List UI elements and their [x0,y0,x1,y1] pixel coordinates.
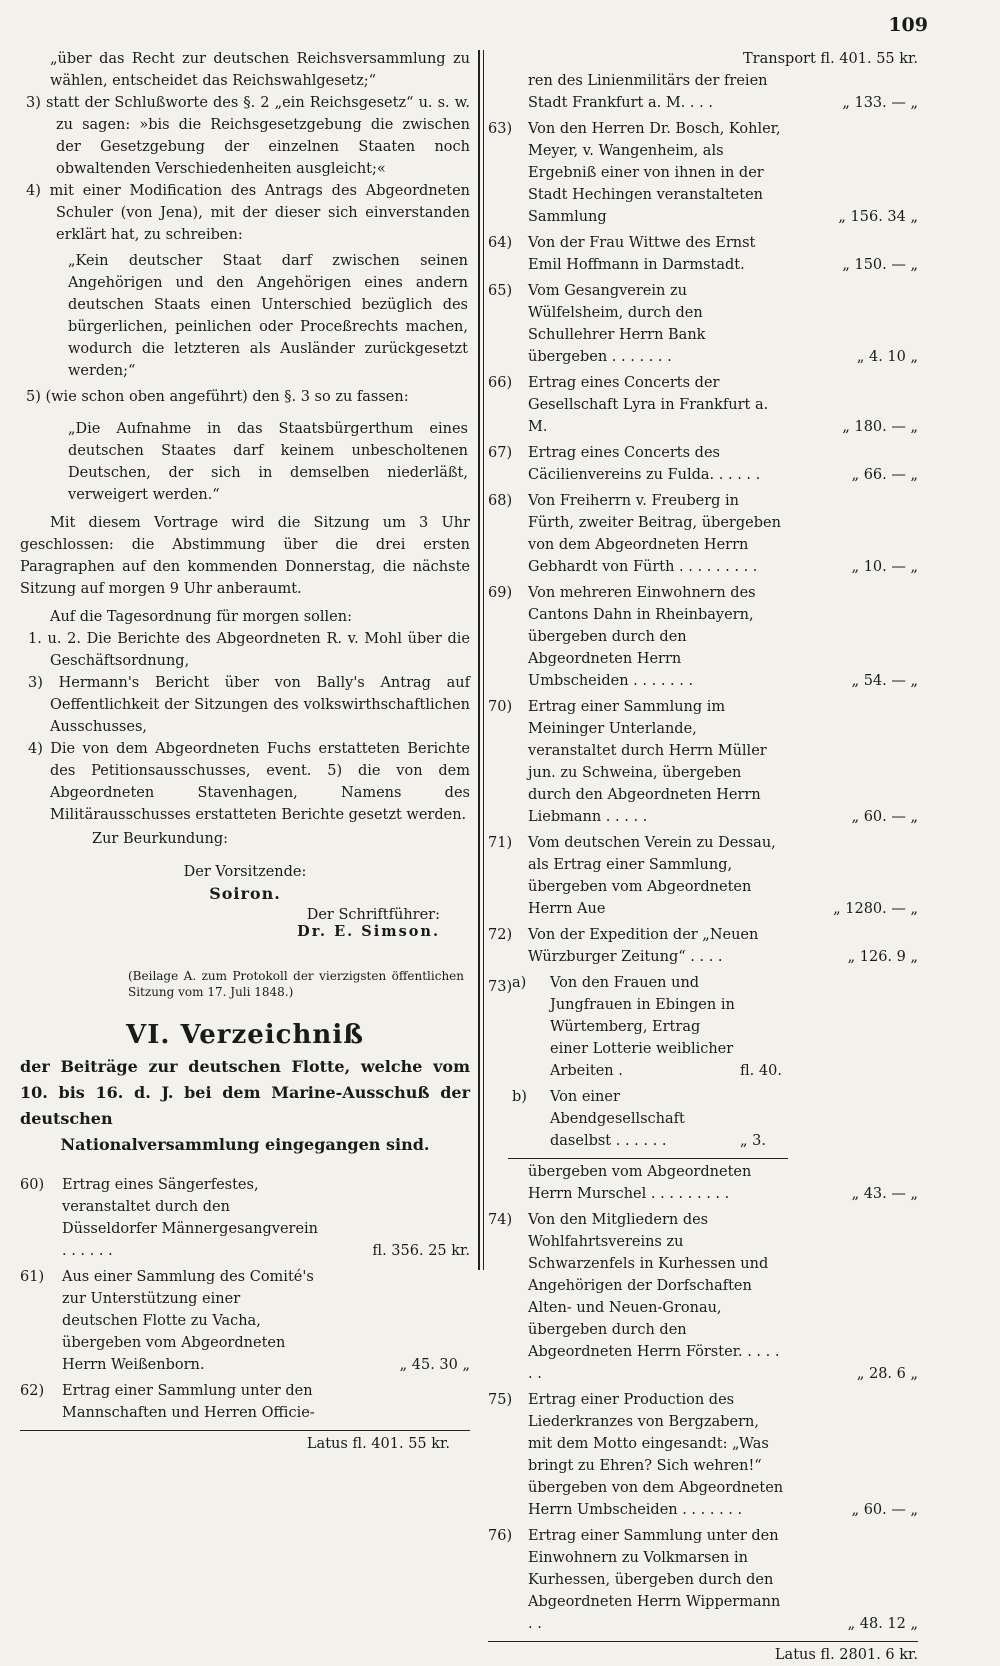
entry-text: Von der Frau Wittwe des Ernst Emil Hoffmann in Darmstadt. [528,235,756,273]
subtotal-rule [508,1158,788,1159]
entry-number: 67) [488,445,513,461]
list-subheading: der Beiträge zur deutschen Flotte, welche vom 10. bis 16. d. J. bei dem Marine-Ausschuß der deutschen [20,1057,470,1128]
entry-amount: „ 60. — „ [851,809,918,825]
entry-number: 74) [488,1212,513,1228]
page-number: 109 [888,14,928,36]
entry-amount: „ 66. — „ [851,467,918,483]
entry-text: übergeben vom Abgeordneten Herrn Murschel . . . . . . . . . [528,1164,752,1202]
secretary-name: Dr. E. Simson. [297,923,440,940]
entry-number: 65) [488,283,513,299]
entry-text: Vom deutschen Verein zu Dessau, als Ertrag einer Sammlung, übergeben vom Abgeordneten Herrn Aue [528,835,776,917]
entry-text: Von mehreren Einwohnern des Cantons Dahn in Rheinbayern, übergeben durch den Abgeordneten Herrn Umbscheiden . . . . . . . [528,585,756,689]
list-item [488,372,918,438]
sub-entry-text: Von einer Abendgesellschaft daselbst . . . . . . [550,1089,685,1149]
list-item [488,1389,918,1521]
list-item [488,1525,918,1635]
agenda-intro: Auf die Tagesordnung für morgen sollen: [50,609,352,625]
list-item [488,1209,918,1385]
entry-number: 71) [488,835,513,851]
closing-paragraph: Mit diesem Vortrage wird die Sitzung um 3 Uhr geschlossen: die Abstimmung über die drei ersten Paragraphen auf den kommenden Donnerstag, die nächste Sitzung auf morgen 9 Uhr anberaumt. [20,515,470,597]
agenda-item-4: 4) Die von dem Abgeordneten Fuchs erstatteten Berichte des Petitionsausschusses, event. 5) die von dem Abgeordneten Stavenhagen, Namens des Militärausschusses erstatteten Berichte gesetzt werden. [28,741,470,823]
list-heading: VI. Verzeichniß [126,1020,364,1050]
list-item [488,924,918,968]
entry-number: 69) [488,585,513,601]
entry-text: Ertrag eines Concerts der Gesellschaft Lyra in Frankfurt a. M. [528,375,769,435]
entry-amount: „ 48. 12 „ [847,1616,918,1632]
sub-entry-text: Von den Frauen und Jungfrauen in Ebingen in Würtemberg, Ertrag einer Lotterie weiblicher Arbeiten . [550,975,735,1079]
entry-text: Aus einer Sammlung des Comité's zur Unterstützung einer deutschen Flotte zu Vacha, übergeben vom Abgeordneten Herrn Weißenborn. [62,1269,314,1373]
entry-amount: fl. 356. 25 kr. [372,1243,470,1259]
beurkundung: Zur Beurkundung: [92,831,229,847]
entry-number: 63) [488,121,513,137]
entry-amount: „ 28. 6 „ [856,1366,918,1382]
continued-quote: „über das Recht zur deutschen Reichsversammlung zu wählen, entscheidet das Reichswahlgesetz;“ [50,51,470,89]
agenda-item-3: 3) Hermann's Bericht über von Bally's Antrag auf Oeffentlichkeit der Sitzungen des volkswirthschaftlichen Ausschusses, [28,675,470,735]
entry-number: 73) [488,979,513,995]
entry-amount: „ 180. — „ [842,419,918,435]
sub-entry-a [488,972,918,1082]
list-item [488,118,918,228]
amendment-3: 3) statt der Schlußworte des §. 2 „ein Reichsgesetz“ u. s. w. zu sagen: »bis die Reichsgesetzgebung die zwischen der Gesetzgebung der einzelnen Staaten noch obwaltenden Verschiedenheiten ausgleicht;« [26,95,470,177]
list-subheading-end: Nationalversammlung eingegangen sind. [60,1135,430,1154]
list-item-73 [488,972,918,1205]
chair-label: Der Vorsitzende: [183,864,307,880]
sub-entry-b [488,1086,918,1152]
quote-amendment-5: „Die Aufnahme in das Staatsbürgerthum eines deutschen Staates darf keinem unbescholtenen Deutschen, der sich in demselben niederläßt, verweigert werden.“ [68,421,468,503]
list-item-continued [488,70,918,114]
list-item [488,490,918,578]
left-entries [20,1174,470,1424]
latus-left: Latus fl. 401. 55 kr. [20,1430,470,1455]
list-item [20,1266,470,1376]
chair-name: Soiron. [209,884,281,903]
entry-amount: „ 156. 34 „ [838,209,918,225]
secretary-label: Der Schriftführer: [306,907,440,923]
sub-entry-amount: fl. 40. [740,1063,782,1079]
list-item [488,280,918,368]
entry-amount: „ 4. 10 „ [856,349,918,365]
entry-amount: „ 133. — „ [842,95,918,111]
entry-text: Von der Expedition der „Neuen Würzburger Zeitung“ . . . . [528,927,759,965]
entry-amount: „ 150. — „ [842,257,918,273]
entry-number: 68) [488,493,513,509]
entry-number: 75) [488,1392,513,1408]
entry-text: Ertrag einer Sammlung im Meininger Unterlande, veranstaltet durch Herrn Müller jun. zu Schweina, übergeben durch den Abgeordneten Herrn Liebmann . . . . . [528,699,767,825]
secretary-signature [20,907,470,940]
latus-right: Latus fl. 2801. 6 kr. [488,1641,918,1666]
sub-entry-amount: „ 3. [740,1133,766,1149]
beilage-note: (Beilage A. zum Protokoll der vierzigsten öffentlichen Sitzung vom 17. Juli 1848.) [128,969,464,999]
entry-number: 76) [488,1528,513,1544]
entry-text: ren des Linienmilitärs der freien Stadt Frankfurt a. M. . . . [528,73,768,111]
entry-text: Von Freiherrn v. Freuberg in Fürth, zweiter Beitrag, übergeben von dem Abgeordneten Herrn Gebhardt von Fürth . . . . . . . . . [528,493,781,575]
entry-text: Ertrag eines Sängerfestes, veranstaltet durch den Düsseldorfer Männergesangverein . . . . . . [62,1177,319,1259]
entry-text: Von den Mitgliedern des Wohlfahrtsvereins zu Schwarzenfels in Kurhessen und Angehörigen der Dorfschaften Alten- und Neuen-Gronau, übergeben durch den Abgeordneten Herrn Förster. . . . . . . [528,1212,780,1382]
chair-signature [20,864,470,903]
entry-text: Ertrag einer Production des Liederkranzes von Bergzabern, mit dem Motto eingesandt: „Was bringt zu Ehren? Sich wehren!“ übergeben von dem Abgeordneten Herrn Umbscheiden . . . . . . . [528,1392,784,1518]
list-item [20,1174,470,1262]
entry-amount: „ 1280. — „ [833,901,918,917]
list-item [488,696,918,828]
entry-number: 64) [488,235,513,251]
list-item [488,232,918,276]
right-column [488,48,918,1666]
list-item [20,1380,470,1424]
sub-entry-label: b) [512,1089,527,1105]
entry-text: Von den Herren Dr. Bosch, Kohler, Meyer, v. Wangenheim, als Ergebniß einer von ihnen in der Stadt Hechingen veranstalteten Sammlung [528,121,781,225]
entry-amount: „ 54. — „ [851,673,918,689]
entry-number: 60) [20,1177,45,1193]
left-column [20,48,470,1455]
entry-text: Ertrag einer Sammlung unter den Mannschaften und Herren Officie- [62,1383,315,1421]
entry-text: Vom Gesangverein zu Wülfelsheim, durch den Schullehrer Herrn Bank übergeben . . . . . . . [528,283,706,365]
list-item [488,442,918,486]
entry-text: Ertrag einer Sammlung unter den Einwohnern zu Volkmarsen in Kurhessen, übergeben durch den Abgeordneten Herrn Wippermann . . [528,1528,781,1632]
entry-number: 62) [20,1383,45,1399]
entry-text: Ertrag eines Concerts des Cäcilienvereins zu Fulda. . . . . . [528,445,761,483]
entry-amount: „ 45. 30 „ [399,1357,470,1373]
column-divider-inner [483,50,484,1270]
entry-number: 66) [488,375,513,391]
entry-number: 61) [20,1269,45,1285]
entry-amount: „ 43. — „ [851,1186,918,1202]
entry-73-total [488,1161,918,1205]
entry-amount: „ 10. — „ [851,559,918,575]
agenda-item-1: 1. u. 2. Die Berichte des Abgeordneten R. v. Mohl über die Geschäftsordnung, [28,631,470,669]
sub-entry-label: a) [512,975,527,991]
quote-amendment-4: „Kein deutscher Staat darf zwischen seinen Angehörigen und den Angehörigen eines andern deutschen Staats einen Unterschied bezüglich des bürgerlichen, peinlichen oder Proceßrechts machen, wodurch die letzteren als Ausländer zurückgesetzt werden;“ [68,253,468,379]
list-item [488,832,918,920]
column-divider [478,50,480,1270]
transport-line: Transport fl. 401. 55 kr. [743,51,918,67]
list-item [488,582,918,692]
entry-number: 72) [488,927,513,943]
entry-amount: „ 126. 9 „ [847,949,918,965]
amendment-4: 4) mit einer Modification des Antrags des Abgeordneten Schuler (von Jena), mit der dieser sich einverstanden erklärt hat, zu schreiben: [26,183,470,243]
amendment-5: 5) (wie schon oben angeführt) den §. 3 so zu fassen: [26,389,409,405]
entry-number: 70) [488,699,513,715]
entry-amount: „ 60. — „ [851,1502,918,1518]
